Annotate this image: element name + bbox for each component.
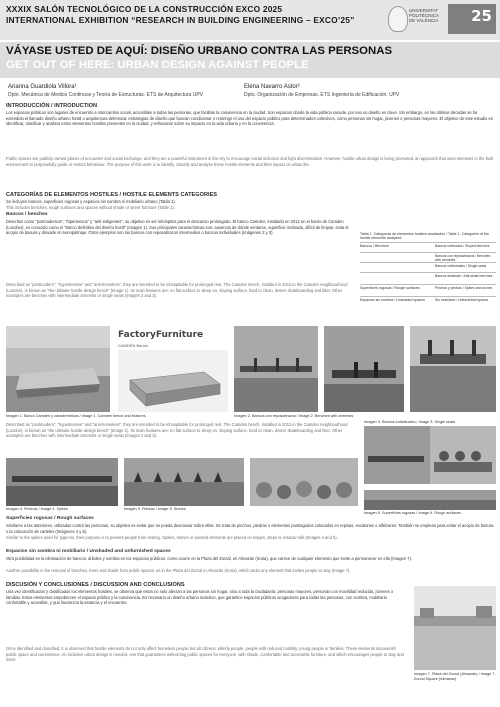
table-row (360, 284, 496, 295)
categories-text-es: Se incluyen bancos, superficies rugosas y espacios sin sombra ni mobiliario urbano (Tabla 1). (6, 199, 176, 204)
surfaces-text-es: Similares a las anteriores, utilizadas contra las personas, su objetivo es evitar que se pueda descansar sobre ellas. Se trata de pinchos, piedras o elementos puntiagudos colocados en repisas, escalones o alféizares. También se emplean para evitar el acopio de basura o la colocación de carteles (Imágenes 4 y 5). (6, 523, 494, 534)
figure-photo-3 (324, 326, 404, 412)
school-logo (448, 4, 496, 34)
categories-text-en: This includes benches, rough surfaces and spaces without shade or street furniture (Table 1). (6, 205, 175, 210)
table-cell: Bancos individuales / Single seats (435, 264, 487, 268)
figure-photo-4 (410, 326, 496, 412)
caption-3: Imagen 3. Bancos individuales / Image 3. Single seats (364, 420, 456, 424)
subsection-benches: Bancos / benches (6, 212, 48, 217)
caption-7: Imagen 7. Plaza del Zorzal (Almazán) / Image 7. Zorzal Square (Almazán) (414, 672, 496, 681)
subsection-unshaded: Espacios sin sombra ni mobiliario / Unshaded and unfurnished spaces (6, 549, 171, 554)
unshaded-text-es: Otra posibilidad es la eliminación de bancos, árboles y sombra en los espacios públicos, como ocurre en la Plaza del Zorzal, en Almazán (Soria), que carece de cualquier elemento que invite a permanecer en ella (Imagen 7). (6, 556, 412, 561)
intro-text-en: Public spaces are publicly owned places of encounter and social exchange, and they are a powerful instrument in the city to encourage social inclusion and fight discrimination. However, hostile urban design is being promoted, an approach that uses elements in the built environment to purposefully guide or restrict behaviour. The purpose of this work is to identify, classify and analyse these hostile elements and their impact on urban life. (6, 156, 494, 167)
caption-2: Imagen 2. Bancos con reposabrazos / Image 2. Benches with armrests (234, 414, 354, 418)
table-cell: Pinchos y piedras / Spikes and stones (435, 286, 493, 290)
table-cell: Superficies rugosas / Rough surfaces (360, 286, 420, 290)
university-logo-text: UNIVERSITAT POLITÈCNICA DE VALÈNCIA (409, 8, 439, 24)
factory-furniture-logo: FactoryFurniture (118, 330, 204, 340)
table-row (360, 272, 496, 283)
section-introduction: INTRODUCCIÓN / INTRODUCTION (6, 103, 98, 109)
author-2-name: Elena Navarro Astor² (244, 84, 300, 90)
table-caption: Tabla 1. Categorías de elementos hostiles analizados / Table 1. Categories of the hostile elements analysed (360, 232, 489, 240)
caption-1: Imagen 1. Banco Camden y características / Image 1. Camden bench and features (6, 414, 146, 418)
figure-photo-2 (234, 326, 318, 412)
author-1-affiliation: Dpto. Mecánica de Medios Continuos y Teoría de Estructuras. ETS de Arquitectura UPV (8, 92, 204, 98)
figure-photo-6 (6, 458, 118, 506)
subsection-surfaces: Superficies rugosas / Rough surfaces (6, 516, 94, 521)
benches-text-en: Described as “postmodern”, “hypertensive” and “anti-homeless”, they are intended to be inhospitable for prolonged rest. The Camden bench, installed in 2012 in the Camden neighbourhood (London), is known as “the ultimate hostile design bench” (Image 1). Its main features are: no flat surface to sleep on, sloping surface, hard to clean, deters skateboarding and litter. Other examples are benches with intermediate armrests or single seats (Images 2 and 3). (6, 282, 348, 299)
table-cell: Bancos inclinados / Sloped benches (435, 244, 490, 248)
table-cell: Bancos con reposabrazos / Benches with armrests (435, 254, 491, 262)
camden-bench-label: CAMDEN Bench (118, 343, 148, 348)
figure-photo-5 (364, 426, 496, 484)
table-row (360, 296, 496, 307)
surfaces-text-en: Similar to the spikes used for pigeons, their purpose is to prevent people from resting. Spikes, stones or pointed elements are placed on ledges, steps or window sills (Images 4 and 5). (6, 535, 338, 540)
event-subtitle: INTERNATIONAL EXHIBITION “RESEARCH IN BUILDING ENGINEERING – EXCO’25” (6, 15, 355, 25)
table-cell: Bancos antiskate / Anti-skate benches (435, 274, 493, 278)
unshaded-text-en: Another possibility is the removal of benches, trees and shade from public spaces, as in the Plaza del Zorzal in Almazán (Soria), which lacks any element that invites people to stay (Image 7). (6, 568, 351, 573)
figure-photo-8 (250, 458, 358, 506)
figure-photo-10 (414, 586, 496, 670)
author-1-name: Arianna Guardiola Villora¹ (8, 84, 77, 90)
figure-photo-1 (6, 326, 110, 412)
figure-photo-7 (124, 458, 244, 506)
table-cell: Bancos / Benches (360, 244, 389, 248)
title-spanish: VÁYASE USTED DE AQUÍ: DISEÑO URBANO CONTRA LAS PERSONAS (6, 45, 393, 57)
categories-table (360, 232, 496, 312)
title-english: GET OUT OF HERE: URBAN DESIGN AGAINST PEOPLE (6, 59, 309, 71)
figure-camden-bench (118, 350, 228, 412)
table-cell: Sin mobiliario / Unfurnished spaces (435, 298, 489, 302)
table-cell: Espacios sin sombra / Unshaded spaces (360, 298, 425, 302)
section-categories: CATEGORÍAS DE ELEMENTOS HOSTILES / HOSTILE ELEMENTS CATEGORIES (6, 192, 218, 198)
benches-text-en-cont: Described as “postmodern”, “hypertensive” and “anti-homeless”, they are intended to be inhospitable for prolonged rest. The Camden bench, installed in 2012 in the Camden neighbourhood (London), is known as “the ultimate hostile design bench” (Image 1). Its main features are: no flat surface to sleep on, sloping surface, hard to clean, deters skateboarding and litter. Other examples are benches with intermediate armrests or single seats (Images 2 and 3). (6, 422, 348, 439)
event-title: XXXIX SALÓN TECNOLÓGICO DE LA CONSTRUCCIÓN EXCO 2025 (6, 4, 283, 14)
benches-text-es: Descritos como “posmodernos”, “hipertensos” y “anti-indigentes”, su objetivo es ser inhóspitos para el descanso prolongado. El banco Camden, instalado en 2012 en el barrio de Camden (Londres), es conocido como el “banco definitivo del diseño hostil” (Imagen 1). Sus principales características son: ausencia de dónde sentarse, superficie inclinada, difícil de limpiar, evita el acopio de basura y disuade el monopatinaje. Otros ejemplos son los bancos con reposabrazos intermedios o bancos individuales (Imágenes 2 y 3). (6, 219, 349, 236)
conclusions-text-es: Una vez identificados y clasificados los elementos hostiles, se observa que estos no solo afectan a las personas sin hogar, sino a toda la ciudadanía: personas mayores, personas con movilidad reducida, jóvenes o familias. Estos elementos empobrecen el espacio público y la convivencia. Es necesario un diseño urbano inclusivo, que garantice espacios públicos acogedores para todas las personas, con sombra, mobiliario confortable y accesible, y que favorezca la estancia y el encuentro. (6, 589, 394, 606)
conclusions-text-en: Once identified and classified, it is observed that hostile elements do not only affect homeless people but all citizens: elderly people, people with reduced mobility, young people or families. These elements impoverish public space and coexistence. An inclusive urban design is needed, one that guarantees welcoming public spaces for everyone, with shade, comfortable and accessible furniture, and which encourages people to stay and meet. (6, 646, 404, 663)
intro-text-es: Los espacios públicos son lugares de encuentro e intercambio social, accesibles a todas las personas, que facilitan la convivencia en la ciudad. Son espacios donde la vida pública sucede, por eso su diseño es clave. Sin embargo, en las últimas décadas se ha extendido el llamado diseño urbano hostil o arquitectura defensiva: estrategias de diseño que buscan condicionar o restringir el uso del espacio público para determinados colectivos, como personas sin hogar, jóvenes o personas mayores. El objetivo de este estudio es identificar, clasificar y analizar estos elementos hostiles presentes en la ciudad, y reflexionar sobre su impacto en la vida urbana y en la convivencia. (6, 110, 493, 127)
author-2-affiliation: Dpto. Organización de Empresas. ETS Ingeniería de Edificación. UPV (244, 92, 400, 98)
school-logo-number: 25 (471, 7, 492, 25)
caption-5: Imagen 5. Piedras / Image 5. Stones (124, 507, 186, 511)
caption-6: Imagen 6. Superficies rugosas / Image 6. Rough surfaces (364, 511, 461, 515)
university-logo (388, 6, 408, 32)
caption-4: Imagen 4. Pinchos / Image 4. Spikes (6, 507, 68, 511)
figure-photo-9 (364, 490, 496, 510)
section-conclusions: DISCUSIÓN Y CONCLUSIONES / DISCUSSION AND CONCLUSIONS (6, 582, 185, 588)
